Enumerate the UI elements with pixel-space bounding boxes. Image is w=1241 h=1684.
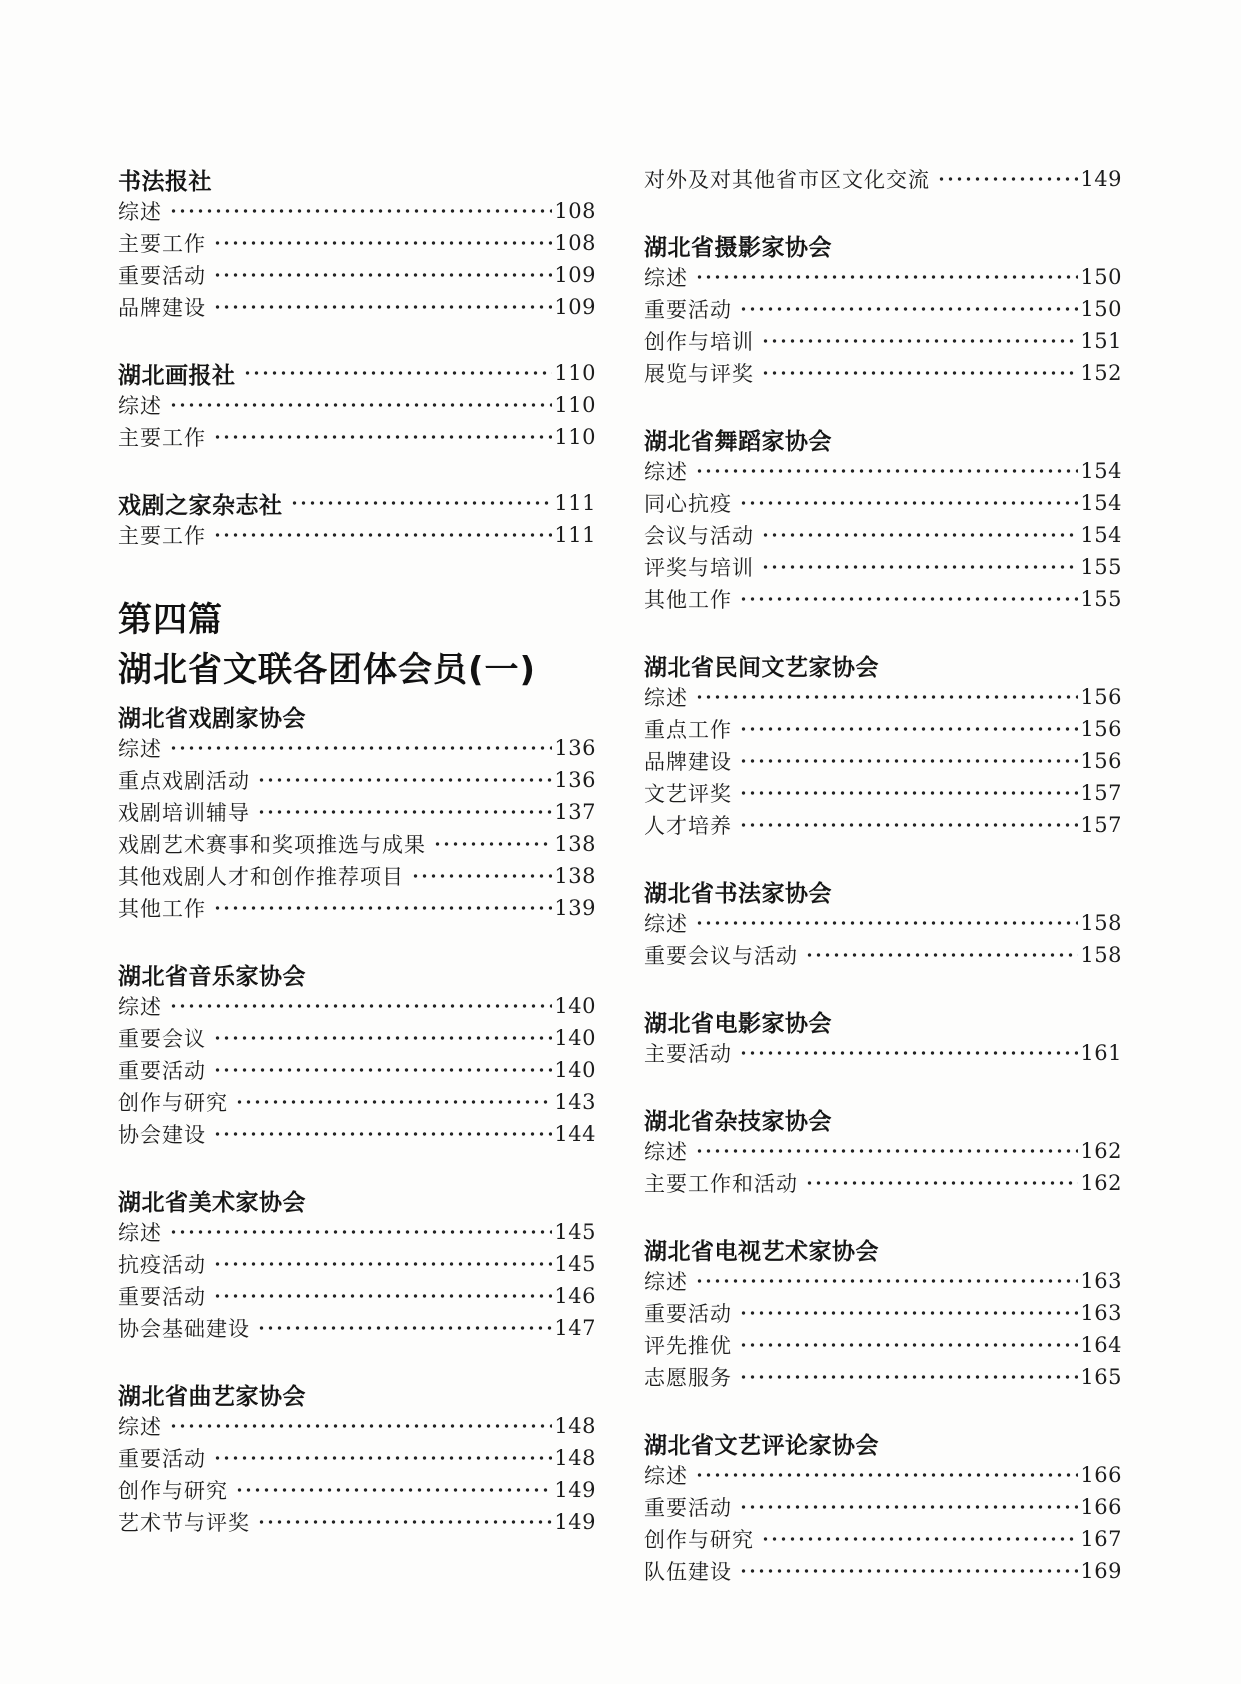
entry-title: 志愿服务 [644, 1366, 732, 1390]
page-number: 145 [554, 1252, 596, 1276]
entry-title: 其他戏剧人才和创作推荐项目 [118, 865, 404, 889]
toc-entry [644, 1265, 1122, 1297]
dot-leader [695, 1459, 1078, 1491]
toc-entry [118, 796, 596, 828]
dot-leader [213, 291, 552, 323]
dot-leader [695, 681, 1078, 713]
entry-title: 评先推优 [644, 1334, 732, 1358]
entry-title: 重要会议 [118, 1027, 206, 1051]
page-number: 157 [1080, 781, 1122, 805]
entry-title: 协会建设 [118, 1123, 206, 1147]
toc-section [644, 1103, 1122, 1199]
entry-title: 主要工作和活动 [644, 1172, 798, 1196]
section-heading-label: 湖北省曲艺家协会 [118, 1383, 306, 1410]
page-number: 110 [554, 361, 596, 385]
dot-leader [739, 487, 1078, 519]
section-heading [118, 487, 596, 519]
section-heading [644, 1427, 1122, 1459]
page-number: 138 [554, 832, 596, 856]
page-number: 151 [1080, 329, 1122, 353]
page-number: 150 [1080, 265, 1122, 289]
dot-leader [805, 1167, 1078, 1199]
page-number: 156 [1080, 685, 1122, 709]
entry-title: 会议与活动 [644, 524, 754, 548]
dot-leader [695, 261, 1078, 293]
dot-leader [290, 487, 553, 519]
dot-leader [695, 455, 1078, 487]
dot-leader [805, 939, 1078, 971]
entry-title: 戏剧培训辅导 [118, 801, 250, 825]
toc-entry [644, 777, 1122, 809]
section-heading-label: 湖北省电视艺术家协会 [644, 1238, 879, 1265]
toc-section [644, 423, 1122, 615]
entry-title: 重要会议与活动 [644, 944, 798, 968]
toc-entry [644, 1523, 1122, 1555]
toc-entry [644, 1555, 1122, 1587]
entry-title: 主要工作 [118, 524, 206, 548]
toc-entry [644, 1491, 1122, 1523]
toc-entry [118, 1312, 596, 1344]
page-number: 110 [554, 393, 596, 417]
toc-section [644, 1005, 1122, 1069]
page-number: 146 [554, 1284, 596, 1308]
toc-section [644, 649, 1122, 841]
toc-entry [644, 455, 1122, 487]
page-number: 149 [554, 1510, 596, 1534]
toc-column-right [644, 163, 1122, 1587]
dot-leader [695, 1135, 1078, 1167]
page-number: 143 [554, 1090, 596, 1114]
page-number: 138 [554, 864, 596, 888]
page-number: 167 [1080, 1527, 1122, 1551]
section-heading [118, 1378, 596, 1410]
page-number: 109 [554, 263, 596, 287]
page-number: 108 [554, 199, 596, 223]
toc-entry [118, 732, 596, 764]
entry-title: 重要活动 [644, 1302, 732, 1326]
page-number: 150 [1080, 297, 1122, 321]
dot-leader [213, 1442, 552, 1474]
entry-title: 对外及对其他省市区文化交流 [644, 168, 930, 192]
toc-entry [118, 892, 596, 924]
entry-title: 创作与研究 [118, 1479, 228, 1503]
entry-title: 抗疫活动 [118, 1253, 206, 1277]
dot-leader [213, 892, 552, 924]
toc-entry [118, 1442, 596, 1474]
section-heading-label: 书法报社 [118, 168, 212, 195]
toc-entry [118, 389, 596, 421]
toc-section [644, 229, 1122, 389]
page-number: 166 [1080, 1463, 1122, 1487]
page-number: 108 [554, 231, 596, 255]
part-title-line: 湖北省文联各团体会员(一) [118, 650, 537, 690]
page-number: 154 [1080, 523, 1122, 547]
dot-leader [169, 1216, 552, 1248]
dot-leader [257, 764, 552, 796]
section-heading-label: 湖北省摄影家协会 [644, 234, 832, 261]
dot-leader [761, 519, 1078, 551]
dot-leader [761, 1523, 1078, 1555]
page-number: 156 [1080, 749, 1122, 773]
entry-title: 创作与研究 [644, 1528, 754, 1552]
toc-entry [644, 325, 1122, 357]
page-number: 144 [554, 1122, 596, 1146]
toc-section [118, 700, 596, 924]
dot-leader [213, 1118, 552, 1150]
toc-entry [644, 551, 1122, 583]
toc-entry [644, 163, 1122, 195]
toc-section [644, 1233, 1122, 1393]
dot-leader [213, 227, 552, 259]
page-number: 136 [554, 768, 596, 792]
toc-entry [644, 1459, 1122, 1491]
entry-title: 重要活动 [118, 1059, 206, 1083]
dot-leader [739, 713, 1078, 745]
entry-title: 综述 [644, 1464, 688, 1488]
page-number: 156 [1080, 717, 1122, 741]
entry-title: 协会基础建设 [118, 1317, 250, 1341]
toc-entry [118, 519, 596, 551]
entry-title: 重要活动 [118, 1285, 206, 1309]
entry-title: 艺术节与评奖 [118, 1511, 250, 1535]
entry-title: 综述 [118, 737, 162, 761]
toc-column-left [118, 163, 596, 1587]
page-number: 164 [1080, 1333, 1122, 1357]
toc-entry [644, 809, 1122, 841]
entry-title: 综述 [644, 1140, 688, 1164]
page-number: 161 [1080, 1041, 1122, 1065]
entry-title: 综述 [118, 1415, 162, 1439]
toc-section [644, 875, 1122, 971]
section-heading-label: 湖北省电影家协会 [644, 1010, 832, 1037]
section-heading-label: 湖北省杂技家协会 [644, 1108, 832, 1135]
entry-title: 主要工作 [118, 426, 206, 450]
page-number: 139 [554, 896, 596, 920]
toc-entry [118, 1216, 596, 1248]
dot-leader [739, 1297, 1078, 1329]
toc-entry [644, 1329, 1122, 1361]
dot-leader [695, 907, 1078, 939]
page-number: 155 [1080, 587, 1122, 611]
page-number: 111 [554, 491, 596, 515]
dot-leader [761, 325, 1078, 357]
page-number: 154 [1080, 459, 1122, 483]
toc-section [644, 163, 1122, 195]
section-heading [644, 1005, 1122, 1037]
toc-entry [118, 227, 596, 259]
dot-leader [739, 809, 1078, 841]
dot-leader [213, 1248, 552, 1280]
section-heading [118, 163, 596, 195]
section-heading [644, 1233, 1122, 1265]
entry-title: 品牌建设 [118, 296, 206, 320]
toc-entry [118, 860, 596, 892]
page-number: 157 [1080, 813, 1122, 837]
page-number: 110 [554, 425, 596, 449]
dot-leader [235, 1474, 552, 1506]
toc-entry [644, 681, 1122, 713]
entry-title: 评奖与培训 [644, 556, 754, 580]
toc-section [118, 1378, 596, 1538]
page-number: 152 [1080, 361, 1122, 385]
section-heading [644, 423, 1122, 455]
toc-section [644, 1427, 1122, 1587]
dot-leader [739, 1329, 1078, 1361]
page-number: 154 [1080, 491, 1122, 515]
toc-section [118, 163, 596, 323]
dot-leader [213, 259, 552, 291]
toc-entry [644, 261, 1122, 293]
section-heading [644, 875, 1122, 907]
toc-section [118, 1184, 596, 1344]
page-number: 162 [1080, 1139, 1122, 1163]
dot-leader [213, 1022, 552, 1054]
page-number: 158 [1080, 911, 1122, 935]
toc-entry [118, 1506, 596, 1538]
page-number: 149 [554, 1478, 596, 1502]
page-number: 169 [1080, 1559, 1122, 1583]
entry-title: 综述 [118, 394, 162, 418]
toc-entry [118, 1054, 596, 1086]
toc-entry [644, 907, 1122, 939]
section-heading-label: 湖北省书法家协会 [644, 880, 832, 907]
entry-title: 综述 [118, 1221, 162, 1245]
entry-title: 人才培养 [644, 814, 732, 838]
toc-entry [644, 1135, 1122, 1167]
page-number: 136 [554, 736, 596, 760]
entry-title: 综述 [118, 200, 162, 224]
page-number: 145 [554, 1220, 596, 1244]
dot-leader [257, 1312, 552, 1344]
toc-section [118, 595, 596, 695]
section-heading-label: 湖北画报社 [118, 362, 236, 389]
toc-entry [644, 293, 1122, 325]
page-number: 140 [554, 1026, 596, 1050]
entry-title: 文艺评奖 [644, 782, 732, 806]
entry-title: 创作与培训 [644, 330, 754, 354]
entry-title: 综述 [644, 686, 688, 710]
page-number: 166 [1080, 1495, 1122, 1519]
entry-title: 重点戏剧活动 [118, 769, 250, 793]
entry-title: 综述 [118, 995, 162, 1019]
entry-title: 其他工作 [644, 588, 732, 612]
entry-title: 展览与评奖 [644, 362, 754, 386]
section-heading-label: 湖北省文艺评论家协会 [644, 1432, 879, 1459]
dot-leader [169, 732, 552, 764]
toc-entry [644, 1361, 1122, 1393]
entry-title: 重要活动 [118, 1447, 206, 1471]
dot-leader [169, 389, 552, 421]
toc-entry [118, 1410, 596, 1442]
toc-entry [644, 583, 1122, 615]
dot-leader [739, 293, 1078, 325]
page-number: 163 [1080, 1301, 1122, 1325]
section-heading-label: 湖北省戏剧家协会 [118, 705, 306, 732]
dot-leader [169, 990, 552, 1022]
section-heading [644, 649, 1122, 681]
page-number: 140 [554, 1058, 596, 1082]
toc-entry [118, 259, 596, 291]
entry-title: 综述 [644, 912, 688, 936]
dot-leader [739, 777, 1078, 809]
dot-leader [213, 421, 552, 453]
page-number: 158 [1080, 943, 1122, 967]
toc-columns [118, 163, 1122, 1587]
toc-entry [644, 713, 1122, 745]
section-heading [118, 357, 596, 389]
page-number: 162 [1080, 1171, 1122, 1195]
dot-leader [213, 1054, 552, 1086]
section-heading [644, 229, 1122, 261]
toc-entry [118, 1022, 596, 1054]
page-number: 149 [1080, 167, 1122, 191]
entry-title: 重要活动 [118, 264, 206, 288]
page-number: 148 [554, 1446, 596, 1470]
dot-leader [739, 1361, 1078, 1393]
entry-title: 重点工作 [644, 718, 732, 742]
toc-entry [644, 939, 1122, 971]
dot-leader [257, 1506, 552, 1538]
entry-title: 重要活动 [644, 298, 732, 322]
section-heading-label: 戏剧之家杂志社 [118, 492, 283, 519]
section-heading [644, 1103, 1122, 1135]
dot-leader [761, 551, 1078, 583]
toc-entry [644, 1297, 1122, 1329]
toc-entry [118, 1086, 596, 1118]
toc-entry [644, 1167, 1122, 1199]
entry-title: 同心抗疫 [644, 492, 732, 516]
page-number: 148 [554, 1414, 596, 1438]
dot-leader [761, 357, 1078, 389]
section-heading-label: 湖北省音乐家协会 [118, 963, 306, 990]
entry-title: 其他工作 [118, 897, 206, 921]
toc-entry [644, 745, 1122, 777]
toc-section [118, 487, 596, 551]
section-heading [118, 700, 596, 732]
dot-leader [243, 357, 553, 389]
toc-entry [644, 357, 1122, 389]
page-number: 155 [1080, 555, 1122, 579]
toc-entry [644, 519, 1122, 551]
toc-entry [644, 487, 1122, 519]
toc-entry [118, 828, 596, 860]
section-heading [118, 958, 596, 990]
entry-title: 主要活动 [644, 1042, 732, 1066]
toc-entry [118, 195, 596, 227]
entry-title: 队伍建设 [644, 1560, 732, 1584]
dot-leader [739, 1037, 1078, 1069]
page-number: 163 [1080, 1269, 1122, 1293]
entry-title: 戏剧艺术赛事和奖项推选与成果 [118, 833, 426, 857]
toc-entry [118, 1474, 596, 1506]
entry-title: 综述 [644, 266, 688, 290]
toc-entry [118, 421, 596, 453]
entry-title: 综述 [644, 1270, 688, 1294]
dot-leader [411, 860, 552, 892]
page-number: 111 [554, 523, 596, 547]
toc-entry [644, 1037, 1122, 1069]
dot-leader [739, 745, 1078, 777]
entry-title: 综述 [644, 460, 688, 484]
page-number: 140 [554, 994, 596, 1018]
page-number: 147 [554, 1316, 596, 1340]
toc-entry [118, 291, 596, 323]
page-number: 137 [554, 800, 596, 824]
dot-leader [433, 828, 552, 860]
toc-section [118, 958, 596, 1150]
part-title-line: 第四篇 [118, 600, 223, 640]
toc-section [118, 357, 596, 453]
dot-leader [739, 1555, 1078, 1587]
section-heading [118, 1184, 596, 1216]
entry-title: 创作与研究 [118, 1091, 228, 1115]
dot-leader [169, 1410, 552, 1442]
entry-title: 品牌建设 [644, 750, 732, 774]
toc-entry [118, 1118, 596, 1150]
dot-leader [213, 1280, 552, 1312]
dot-leader [739, 583, 1078, 615]
page-number: 109 [554, 295, 596, 319]
toc-entry [118, 1248, 596, 1280]
dot-leader [213, 519, 552, 551]
dot-leader [235, 1086, 552, 1118]
toc-entry [118, 990, 596, 1022]
dot-leader [739, 1491, 1078, 1523]
page-number: 165 [1080, 1365, 1122, 1389]
section-heading-label: 湖北省舞蹈家协会 [644, 428, 832, 455]
dot-leader [695, 1265, 1078, 1297]
dot-leader [257, 796, 552, 828]
toc-entry [118, 1280, 596, 1312]
entry-title: 主要工作 [118, 232, 206, 256]
entry-title: 重要活动 [644, 1496, 732, 1520]
dot-leader [937, 163, 1078, 195]
toc-entry [118, 764, 596, 796]
dot-leader [169, 195, 552, 227]
section-heading-label: 湖北省民间文艺家协会 [644, 654, 879, 681]
section-heading-label: 湖北省美术家协会 [118, 1189, 306, 1216]
